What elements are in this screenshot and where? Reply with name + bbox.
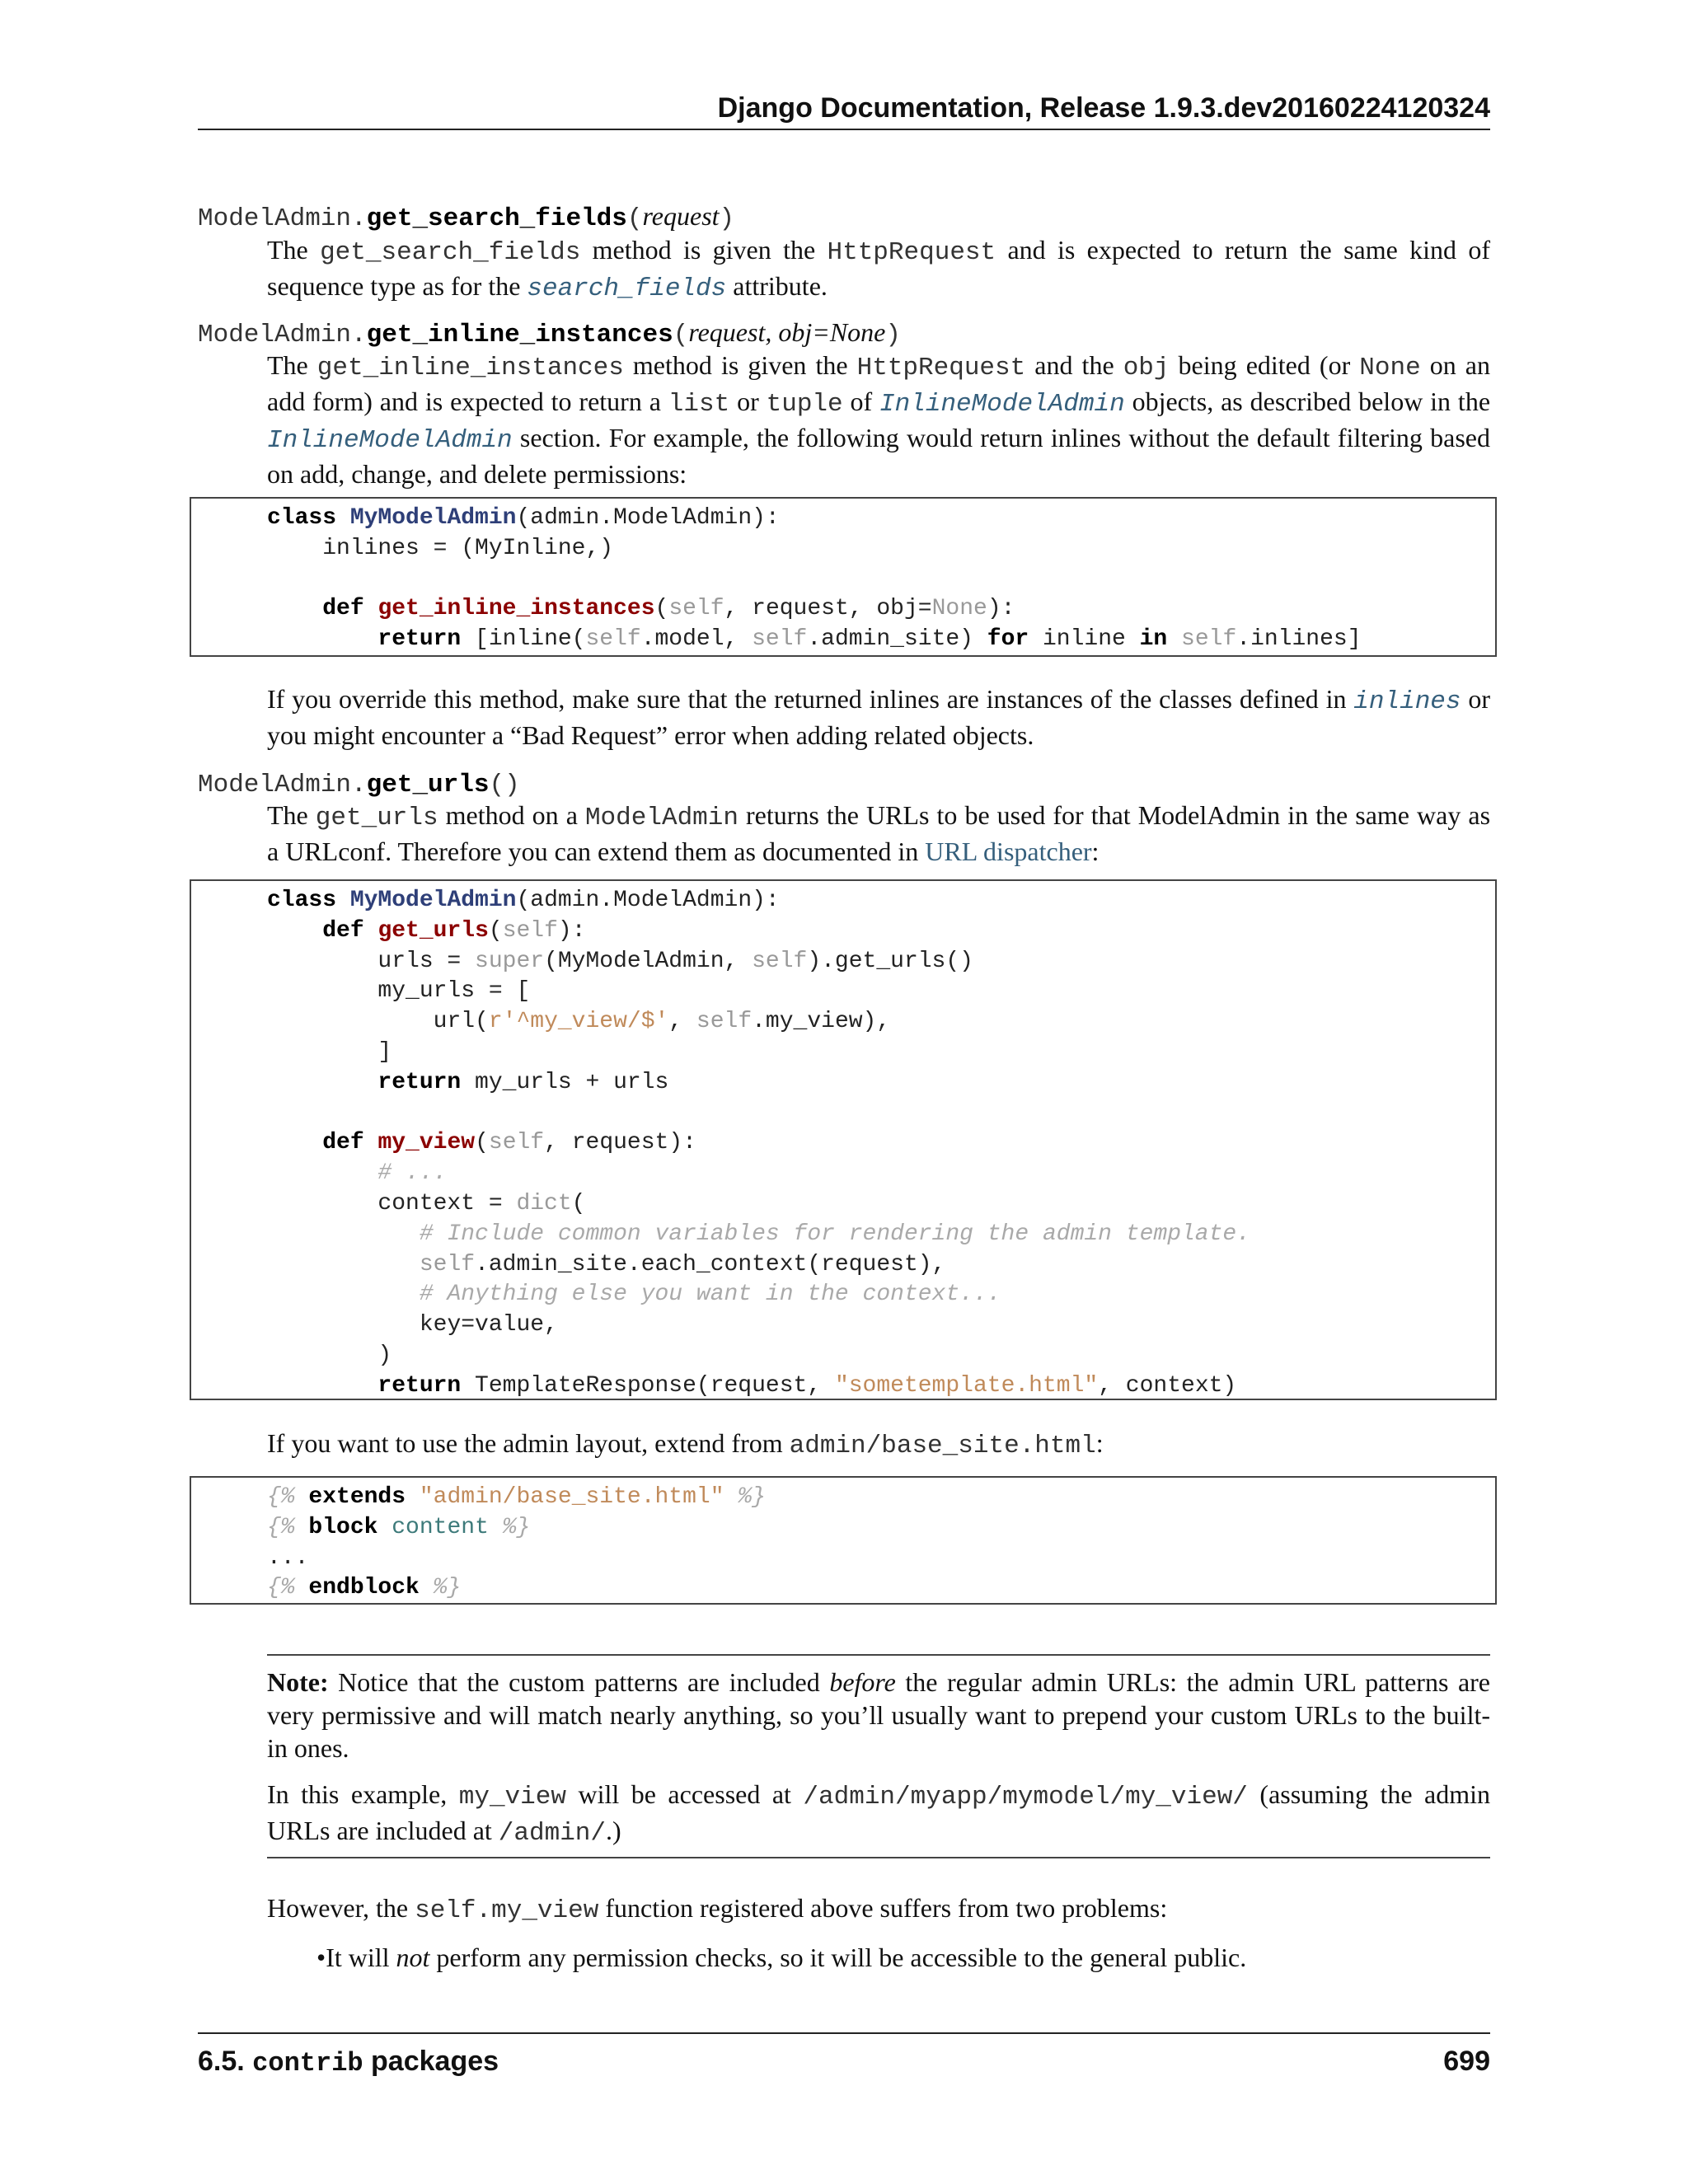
note-admonition [267, 1654, 1490, 1858]
method-signature-get-search-fields: ModelAdmin.get_search_fields(request) [198, 201, 735, 233]
note-label: Note: [267, 1667, 329, 1697]
note-example-paragraph: In this example, my_view will be accessed at /admin/myapp/mymodel/my_view/ (assuming the admin URLs are included at /admin/.) [267, 1779, 1491, 1848]
paragraph-get-inline-instances: The get_inline_instances method is given the HttpRequest and the obj being edited (or None on an add form) and is expected to return a list or tuple of InlineModelAdmin objects, as described below in the InlineModelAdmin section. For example, the following would return inlines without the default filtering based on add, change, and delete permissions: [267, 350, 1491, 489]
code-text: class MyModelAdmin(admin.ModelAdmin): inlines = (MyInline,) def get_inline_instances(self, request, obj=None): return [inline(self.model, self.admin_site) for inline in self.inlines] [267, 505, 1362, 653]
note-paragraph: Note: Notice that the custom patterns are included before the regular admin URLs: the admin URL patterns are very permissive and will match nearly anything, so you’ll usually want to prepend your custom URLs to the built-in ones. [267, 1667, 1491, 1763]
list-item: •It will not perform any permission checks, so it will be accessible to the general public. [316, 1943, 1247, 1972]
code-text: class MyModelAdmin(admin.ModelAdmin): def get_urls(self): urls = super(MyModelAdmin, self).get_urls() my_urls = [ url(r'^my_view/$', self.my_view), ] return my_urls + urls def my_view(self, request): # ... context = dict( # Include common variables for rendering the admin template. self.admin_site.each_context(request), # Anything else you want in the context... key=value, ) return TemplateResponse(request, "sometemplate.html", context) [267, 888, 1251, 1399]
inline-model-admin-link-2[interactable]: InlineModelAdmin [267, 426, 513, 455]
page-number: 699 [1443, 2046, 1490, 2077]
code-block-template [190, 1476, 1497, 1605]
paragraph-problems: However, the self.my_view function registered above suffers from two problems: [267, 1893, 1168, 1925]
document-title: Django Documentation, Release 1.9.3.dev20160224120324 [717, 92, 1490, 124]
page-footer [198, 2032, 1490, 2079]
method-signature-get-inline-instances: ModelAdmin.get_inline_instances(request, obj=None) [198, 317, 901, 349]
code-block-get-inline-instances [190, 497, 1497, 657]
paragraph-admin-layout: If you want to use the admin layout, extend from admin/base_site.html: [267, 1428, 1104, 1460]
paragraph-get-urls: The get_urls method on a ModelAdmin returns the URLs to be used for that ModelAdmin in the same way as a URLconf. Therefore you can extend them as documented in URL dispatcher: [267, 800, 1491, 866]
inline-model-admin-link[interactable]: InlineModelAdmin [879, 390, 1125, 419]
method-signature-get-urls: ModelAdmin.get_urls() [198, 771, 520, 799]
page-header [198, 92, 1490, 130]
paragraph-get-search-fields: The get_search_fields method is given the HttpRequest and is expected to return the same kind of sequence type as for the search_fields attribute. [267, 235, 1491, 303]
paragraph-inlines-note: If you override this method, make sure that the returned inlines are instances of the classes defined in inlines or you might encounter a “Bad Request” error when adding related objects. [267, 684, 1491, 750]
url-dispatcher-link[interactable]: URL dispatcher [925, 837, 1092, 866]
search-fields-link[interactable]: search_fields [527, 274, 727, 303]
section-label: 6.5. contrib packages [198, 2046, 499, 2079]
code-text: {% extends "admin/base_site.html" %} {% block content %} ... {% endblock %} [267, 1484, 766, 1601]
code-block-get-urls [190, 879, 1497, 1400]
inlines-link[interactable]: inlines [1353, 687, 1461, 716]
